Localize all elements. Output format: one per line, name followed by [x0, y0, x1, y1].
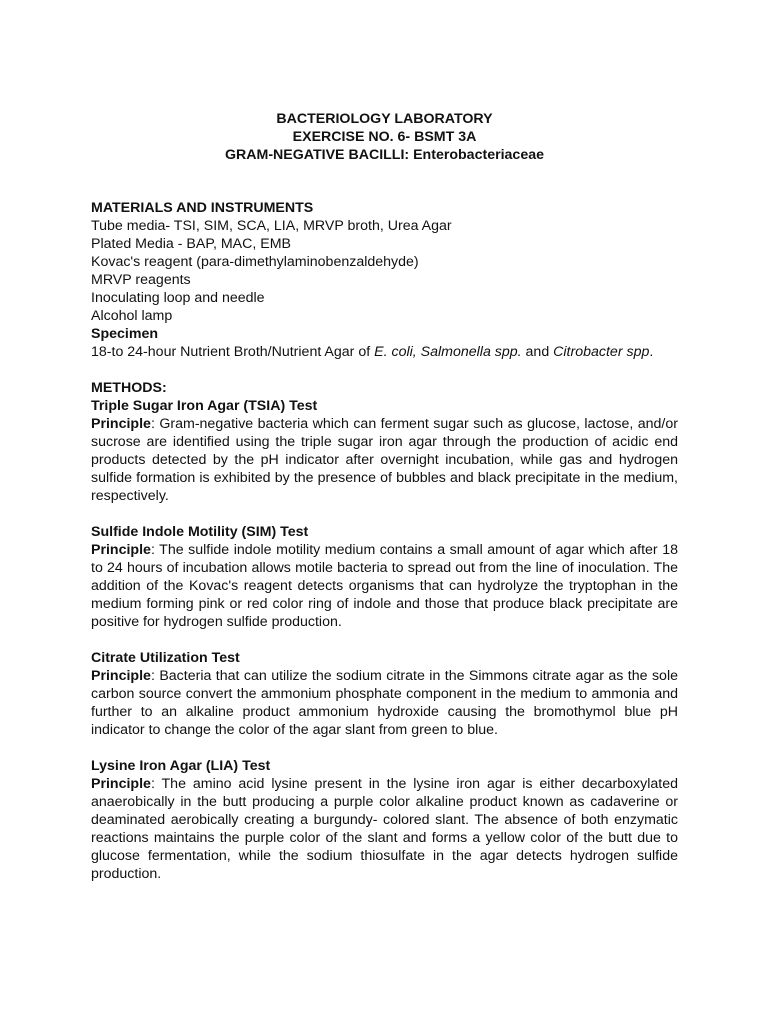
materials-item: MRVP reagents	[91, 272, 191, 288]
test-title: Citrate Utilization Test	[91, 650, 240, 666]
spacer	[91, 505, 678, 523]
test-principle	[91, 541, 678, 631]
test-title: Sulfide Indole Motility (SIM) Test	[91, 524, 309, 540]
spacer	[91, 631, 678, 649]
specimen-suffix: .	[649, 344, 654, 360]
principle-label: Principle	[91, 416, 151, 432]
principle-label: Principle	[91, 776, 151, 792]
principle-label: Principle	[91, 542, 151, 558]
materials-item: Kovac's reagent (para-dimethylaminobenzaldehyde)	[91, 254, 419, 270]
document-header	[91, 110, 678, 164]
header-topic: GRAM-NEGATIVE BACILLI: Enterobacteriaceae	[224, 147, 544, 163]
specimen-heading: Specimen	[91, 326, 159, 342]
specimen-organism: E. coli, Salmonella spp.	[374, 344, 522, 360]
test-principle	[91, 415, 678, 505]
principle-text: : The sulfide indole motility medium contains a small amount of agar which after 18 to 24 hours of incubation allows motile bacteria to spread out from the line of inoculation. The addition of the Kovac's reagent detects organisms that can hydrolyze the tryptophan in the medium forming pink or red color ring of indole and those that produce black precipitate are positive for hydrogen sulfide production.	[91, 542, 678, 630]
document-page	[91, 110, 678, 883]
spacer	[91, 361, 678, 379]
test-principle	[91, 667, 678, 739]
test-title: Triple Sugar Iron Agar (TSIA) Test	[91, 398, 318, 414]
methods-heading: METHODS:	[91, 380, 167, 396]
methods-section	[91, 379, 678, 883]
test-principle	[91, 775, 678, 883]
test-block-citrate	[91, 649, 678, 739]
specimen-conjunction: and	[521, 344, 554, 360]
header-exercise: EXERCISE NO. 6- BSMT 3A	[292, 129, 477, 145]
materials-item: Inoculating loop and needle	[91, 290, 265, 306]
specimen-organism: Citrobacter spp	[553, 344, 650, 360]
test-title: Lysine Iron Agar (LIA) Test	[91, 758, 271, 774]
materials-section	[91, 199, 678, 325]
spacer	[91, 164, 678, 182]
materials-item: Tube media- TSI, SIM, SCA, LIA, MRVP broth, Urea Agar	[91, 218, 452, 234]
materials-item: Plated Media - BAP, MAC, EMB	[91, 236, 292, 252]
test-block-sim	[91, 523, 678, 631]
principle-label: Principle	[91, 668, 151, 684]
principle-text: : Gram-negative bacteria which can ferment sugar such as glucose, lactose, and/or sucrose are identified using the triple sugar iron agar through the production of acidic end products detected by the pH indicator after overnight incubation, while gas and hydrogen sulfide formation is exhibited by the presence of bubbles and black precipitate in the medium, respectively.	[91, 416, 678, 504]
test-block-tsia	[91, 397, 678, 505]
spacer	[91, 182, 678, 199]
specimen-text	[91, 343, 678, 361]
test-block-lia	[91, 757, 678, 883]
specimen-prefix: 18-to 24-hour Nutrient Broth/Nutrient Agar of	[91, 344, 375, 360]
principle-text: : Bacteria that can utilize the sodium citrate in the Simmons citrate agar as the sole carbon source convert the ammonium phosphate component in the medium to ammonia and further to an alkaline product ammonium hydroxide causing the bromothymol blue pH indicator to change the color of the agar slant from green to blue.	[91, 668, 678, 738]
materials-item: Alcohol lamp	[91, 308, 173, 324]
spacer	[91, 739, 678, 757]
principle-text: : The amino acid lysine present in the lysine iron agar is either decarboxylated anaerobically in the butt producing a purple color alkaline product known as cadaverine or deaminated aerobically creating a burgundy- colored slant. The absence of both enzymatic reactions maintains the purple color of the slant and forms a yellow color of the butt due to glucose fermentation, while the sodium thiosulfate in the agar detects hydrogen sulfide production.	[91, 776, 678, 882]
header-lab-title: BACTERIOLOGY LABORATORY	[276, 111, 493, 127]
materials-heading: MATERIALS AND INSTRUMENTS	[91, 200, 314, 216]
specimen-section	[91, 325, 678, 361]
